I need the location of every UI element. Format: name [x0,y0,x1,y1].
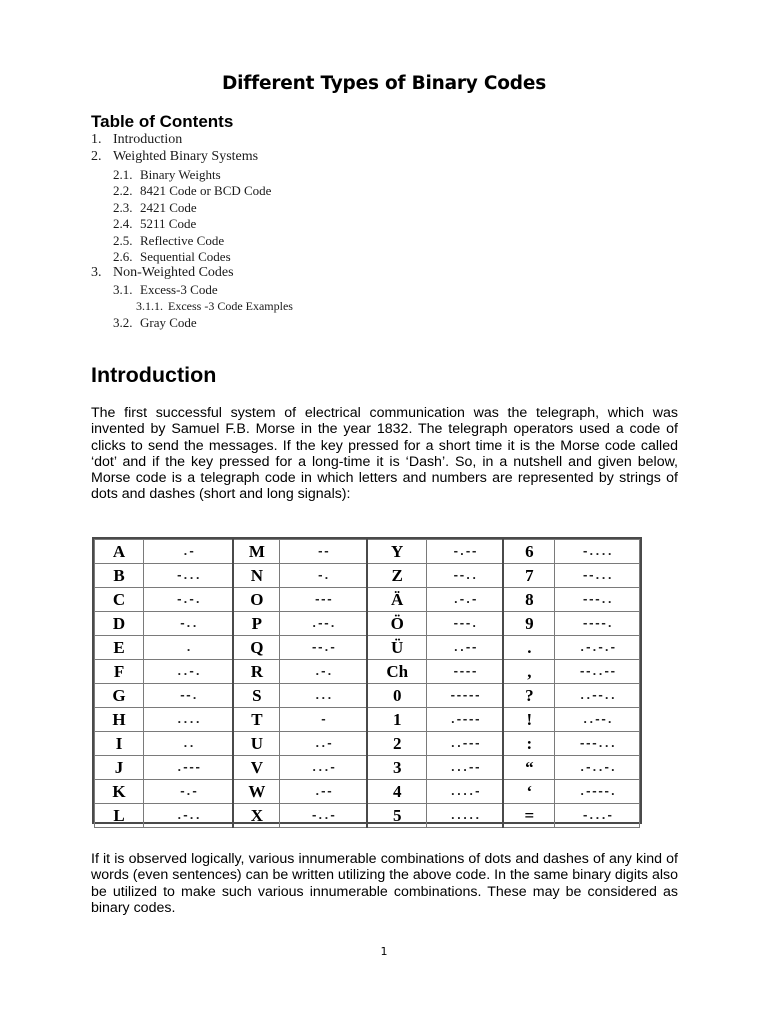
morse-character: Z [367,564,427,588]
toc-entry[interactable] [113,282,218,298]
toc-entry[interactable] [91,265,234,281]
toc-entry[interactable] [113,315,197,331]
morse-table-row [95,540,640,564]
document-title: Different Types of Binary Codes [222,73,546,94]
morse-character: , [503,660,555,684]
morse-table-row [95,804,640,828]
morse-character: S [233,684,279,708]
morse-code-table [92,537,642,824]
morse-code-sequence: --.- [280,636,367,660]
morse-code-sequence: --.. [427,564,503,588]
toc-entry[interactable] [136,299,293,314]
toc-entry-label: 5211 Code [140,216,197,231]
morse-code-sequence: ..-- [427,636,503,660]
morse-character: N [233,564,279,588]
morse-code-sequence: ..--. [555,708,640,732]
toc-entry-number: 2.4. [113,216,133,231]
morse-code-sequence: -.... [555,540,640,564]
toc-entry-label: 8421 Code or BCD Code [140,183,272,198]
morse-code-sequence: .-..-. [555,756,640,780]
toc-entry-label: Excess-3 Code [140,282,218,297]
morse-code-sequence: .- [144,540,234,564]
morse-table-row [95,780,640,804]
morse-code-sequence: .-.-.- [555,636,640,660]
morse-code-sequence: -. [280,564,367,588]
morse-code-sequence: ..- [280,732,367,756]
morse-code-sequence: ---. [427,612,503,636]
toc-entry[interactable] [113,249,231,265]
morse-code-sequence: ---... [555,732,640,756]
toc-entry-label: 2421 Code [140,200,197,215]
toc-entry-number: 2.5. [113,233,133,248]
morse-table-row [95,636,640,660]
morse-code-sequence: ---.. [555,588,640,612]
morse-code-sequence: ..--- [427,732,503,756]
morse-character: ‘ [503,780,555,804]
morse-character: O [233,588,279,612]
morse-character: L [95,804,144,828]
morse-character: Ä [367,588,427,612]
morse-character: 8 [503,588,555,612]
morse-character: R [233,660,279,684]
morse-character: G [95,684,144,708]
morse-character: C [95,588,144,612]
morse-character: H [95,708,144,732]
introduction-heading: Introduction [91,363,217,387]
morse-code-sequence: .---- [427,708,503,732]
toc-entry-label: Gray Code [140,315,197,330]
toc-entry-label: Binary Weights [140,167,221,182]
morse-character: P [233,612,279,636]
morse-table-row [95,756,640,780]
morse-code-sequence: -...- [555,804,640,828]
toc-entry-label: Non-Weighted Codes [113,265,234,280]
morse-code-sequence: .----. [555,780,640,804]
morse-code-sequence: -.. [144,612,234,636]
morse-code-sequence: .-.- [427,588,503,612]
morse-code-sequence: -..- [280,804,367,828]
morse-table-row [95,684,640,708]
morse-table-row [95,660,640,684]
morse-character: E [95,636,144,660]
morse-character: 1 [367,708,427,732]
morse-code-sequence: .--. [280,612,367,636]
toc-entry-number: 2.3. [113,200,133,215]
toc-entry-label: Weighted Binary Systems [113,149,259,164]
morse-code-sequence: ..--.. [555,684,640,708]
morse-code-sequence: .. [144,732,234,756]
toc-entry[interactable] [113,183,271,199]
morse-character: J [95,756,144,780]
toc-entry-number: 3.1. [113,282,133,297]
morse-character: 5 [367,804,427,828]
morse-code-sequence: -... [144,564,234,588]
morse-code-sequence: -.- [144,780,234,804]
morse-code-sequence: .-.. [144,804,234,828]
morse-code-sequence: .-. [280,660,367,684]
morse-character: 2 [367,732,427,756]
toc-entry[interactable] [91,149,258,165]
toc-entry-number: 3.2. [113,315,133,330]
toc-entry[interactable] [113,233,224,249]
introduction-paragraph-2: If it is observed logically, various innumerable combinations of dots and dashes of any kind of words (even sentences) can be written utilizing the above code. In the same binary digits also be utilized to make such various innumerable combinations. These may be considered as binary codes. [91,851,678,916]
toc-heading: Table of Contents [91,112,234,131]
introduction-paragraph-1: The first successful system of electrical communication was the telegraph, which was invented by Samuel F.B. Morse in the year 1832. The telegraph operators used a code of clicks to send the messages. If the key pressed for a short time it is the Morse code called ‘dot’ and if the key pressed for a long-time it is ‘Dash’. So, in a nutshell and given below, Morse code is a telegraph code in which letters and numbers are represented by strings of dots and dashes (short and long signals): [91,405,678,503]
morse-code-sequence: ...-- [427,756,503,780]
morse-character: 9 [503,612,555,636]
toc-entry-number: 1. [91,132,102,147]
morse-character: I [95,732,144,756]
morse-character: ! [503,708,555,732]
morse-code-sequence: ..-. [144,660,234,684]
page-number: 1 [380,945,388,958]
morse-character: K [95,780,144,804]
morse-code-sequence: ... [280,684,367,708]
morse-code-sequence: --- [280,588,367,612]
morse-code-sequence: - [280,708,367,732]
morse-code-sequence: -.-- [427,540,503,564]
toc-entry-number: 3. [91,265,102,280]
morse-character: 3 [367,756,427,780]
morse-character: X [233,804,279,828]
morse-code-sequence: .-- [280,780,367,804]
morse-character: “ [503,756,555,780]
morse-table-row [95,708,640,732]
toc-entry-number: 2.6. [113,249,133,264]
toc-entry-label: Excess -3 Code Examples [168,299,293,313]
morse-code-sequence: .--- [144,756,234,780]
morse-character: M [233,540,279,564]
morse-code-sequence: ----. [555,612,640,636]
morse-code-sequence: ...- [280,756,367,780]
morse-code-sequence: --... [555,564,640,588]
morse-character: W [233,780,279,804]
toc-entry[interactable] [113,200,197,216]
morse-character: 4 [367,780,427,804]
toc-entry-number: 2.2. [113,183,133,198]
morse-character: V [233,756,279,780]
morse-character: 6 [503,540,555,564]
morse-character: Ch [367,660,427,684]
toc-entry-label: Sequential Codes [140,249,231,264]
morse-character: T [233,708,279,732]
morse-table-row [95,732,640,756]
morse-code-sequence: . [144,636,234,660]
toc-entry[interactable] [113,216,196,232]
morse-character: 0 [367,684,427,708]
morse-code-sequence: --. [144,684,234,708]
morse-table-row [95,564,640,588]
morse-character: 7 [503,564,555,588]
morse-code-sequence: ---- [427,660,503,684]
morse-character: Y [367,540,427,564]
toc-entry-label: Introduction [113,132,183,147]
toc-entry-number: 2.1. [113,167,133,182]
morse-character: A [95,540,144,564]
toc-entry-number: 3.1.1. [136,299,163,313]
morse-character: Ö [367,612,427,636]
morse-character: ? [503,684,555,708]
morse-character: B [95,564,144,588]
morse-code-sequence: --..-- [555,660,640,684]
morse-code-sequence: .... [144,708,234,732]
toc-entry-label: Reflective Code [140,233,225,248]
toc-entry[interactable] [113,167,221,183]
morse-code-sequence: ..... [427,804,503,828]
morse-code-sequence: -- [280,540,367,564]
morse-table-row [95,588,640,612]
morse-character: Q [233,636,279,660]
morse-table-row [95,612,640,636]
morse-character: Ü [367,636,427,660]
morse-character: D [95,612,144,636]
morse-character: = [503,804,555,828]
morse-character: . [503,636,555,660]
morse-character: : [503,732,555,756]
morse-character: F [95,660,144,684]
toc-entry[interactable] [91,132,182,148]
morse-code-sequence: ----- [427,684,503,708]
toc-entry-number: 2. [91,149,102,164]
morse-code-sequence: -.-. [144,588,234,612]
morse-code-sequence: ....- [427,780,503,804]
morse-character: U [233,732,279,756]
